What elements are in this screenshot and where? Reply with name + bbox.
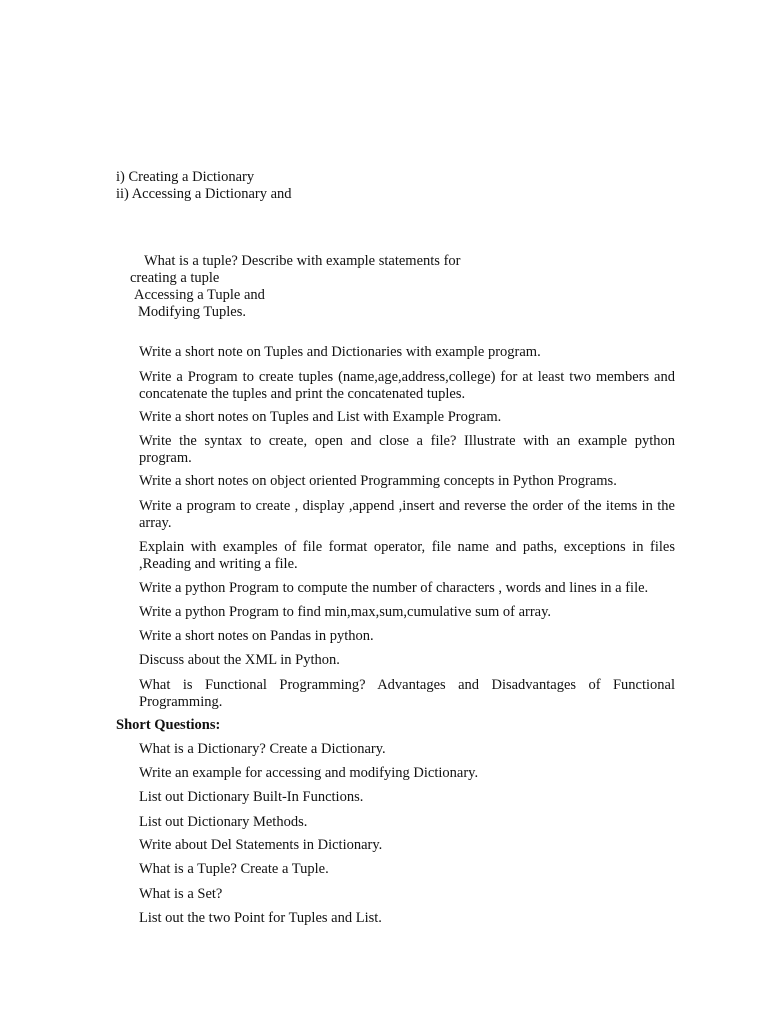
short-question-7: What is a Set? [139, 886, 223, 902]
short-question-4: List out Dictionary Methods. [139, 814, 308, 830]
list-item-accessing-dictionary: ii) Accessing a Dictionary and [116, 186, 292, 202]
long-question-9: Write a python Program to find min,max,sum,cumulative sum of array. [139, 604, 552, 620]
tuple-item-accessing: Accessing a Tuple and [134, 287, 265, 303]
long-question-12: What is Functional Programming? Advantages and Disadvantages of Functional Programming. [139, 677, 675, 710]
short-question-5: Write about Del Statements in Dictionary. [139, 837, 383, 853]
long-question-4: Write the syntax to create, open and close a file? Illustrate with an example python program. [139, 433, 675, 466]
long-question-10: Write a short notes on Pandas in python. [139, 628, 374, 644]
tuple-item-modifying: Modifying Tuples. [138, 304, 246, 320]
long-question-3: Write a short notes on Tuples and List with Example Program. [139, 409, 502, 425]
long-question-2: Write a Program to create tuples (name,age,address,college) for at least two members and concatenate the tuples and print the concatenated tuples. [139, 369, 675, 402]
long-question-5: Write a short notes on object oriented Programming concepts in Python Programs. [139, 473, 617, 489]
long-question-11: Discuss about the XML in Python. [139, 652, 340, 668]
long-question-8: Write a python Program to compute the number of characters , words and lines in a file. [139, 580, 649, 596]
short-question-6: What is a Tuple? Create a Tuple. [139, 861, 329, 877]
long-question-6: Write a program to create , display ,append ,insert and reverse the order of the items in the array. [139, 498, 675, 531]
short-question-3: List out Dictionary Built-In Functions. [139, 789, 364, 805]
short-question-2: Write an example for accessing and modifying Dictionary. [139, 765, 479, 781]
long-question-7: Explain with examples of file format operator, file name and paths, exceptions in files ,Reading and writing a file. [139, 539, 675, 572]
long-question-1: Write a short note on Tuples and Dictionaries with example program. [139, 344, 541, 360]
short-questions-heading: Short Questions: [116, 717, 221, 733]
short-question-1: What is a Dictionary? Create a Dictionary. [139, 741, 386, 757]
short-question-8: List out the two Point for Tuples and List. [139, 910, 382, 926]
list-item-creating-dictionary: i) Creating a Dictionary [116, 169, 255, 185]
tuple-item-creating: creating a tuple [130, 270, 220, 286]
tuple-question-title: What is a tuple? Describe with example statements for [144, 253, 461, 269]
